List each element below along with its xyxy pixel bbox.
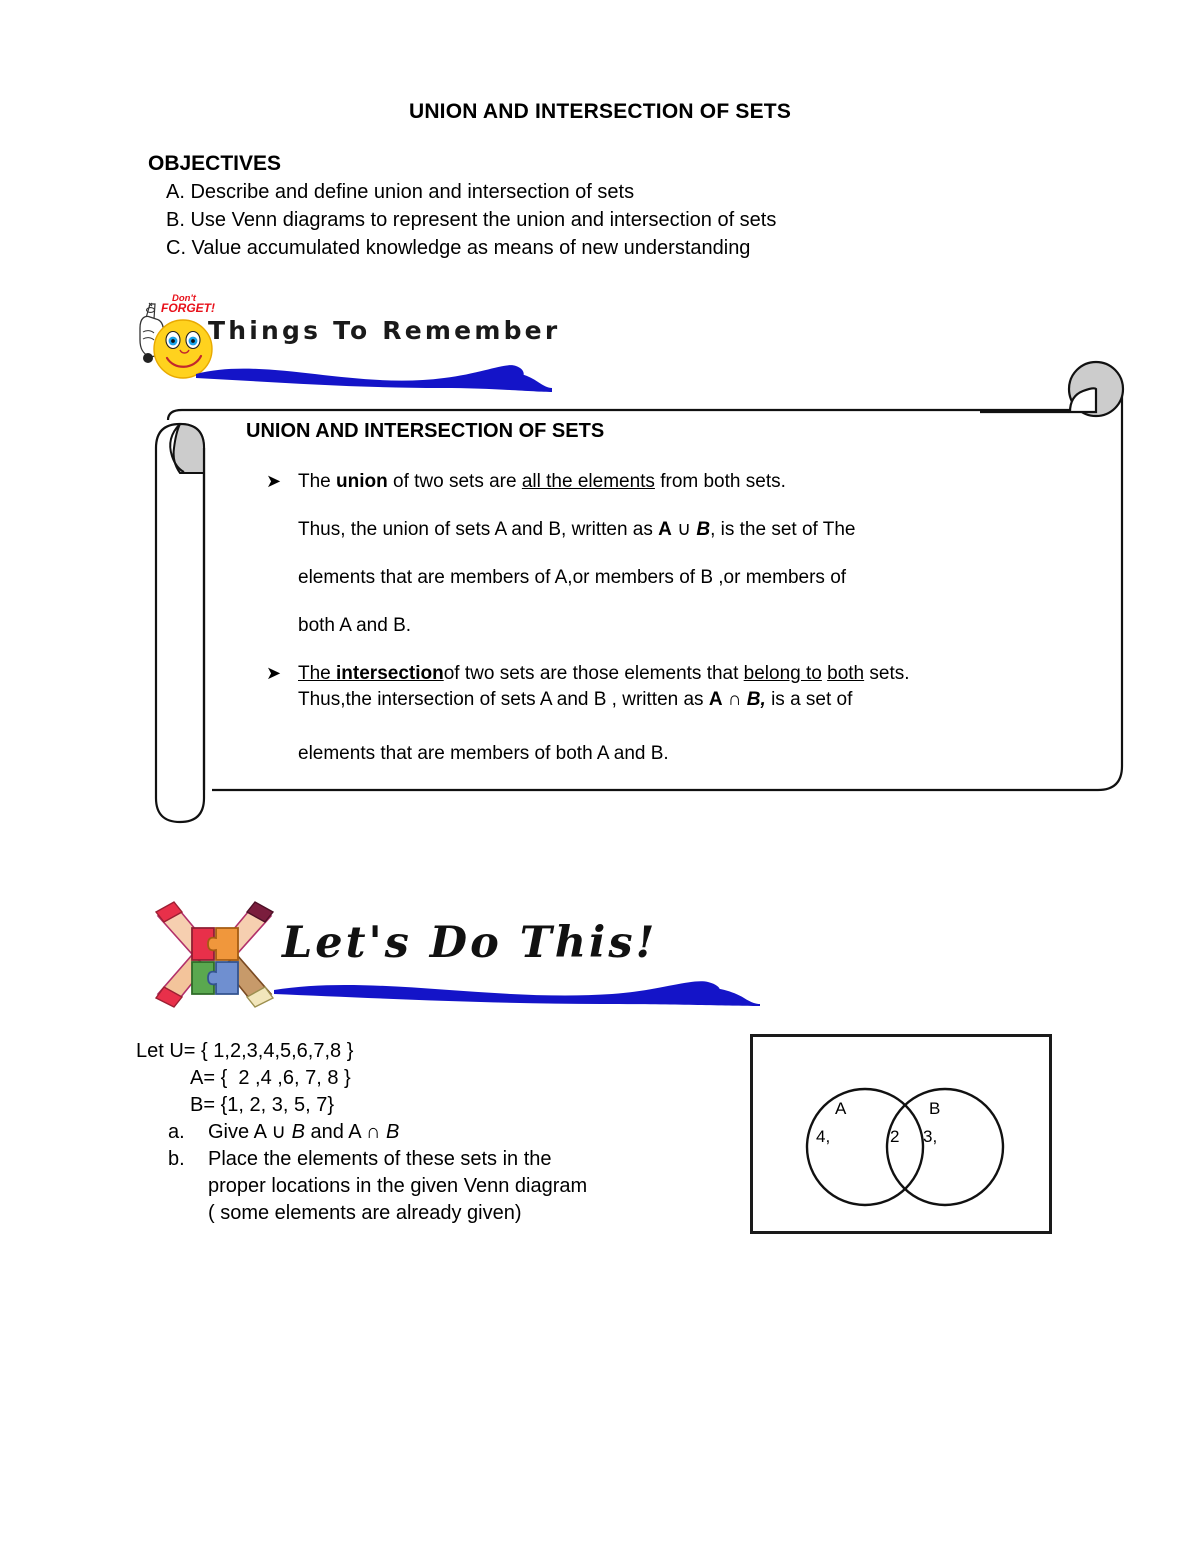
- union-line2-a-sym: A: [658, 519, 672, 540]
- item-a-text-b: B: [286, 1121, 305, 1143]
- svg-text:Don't: Don't: [172, 293, 196, 304]
- exercise-item-a-marker: a.: [168, 1121, 185, 1143]
- union-line2-a: Thus, the union of sets A and B, written as: [298, 519, 659, 540]
- things-to-remember-label: Things To Remember: [208, 316, 561, 345]
- item-a-text-a: Give A: [208, 1121, 272, 1143]
- inter-seg5: belong to: [743, 663, 822, 684]
- arrow-bullet-icon: ➤: [266, 471, 282, 492]
- venn-label-b: B: [929, 1099, 941, 1118]
- inter-seg8: sets.: [864, 663, 910, 684]
- union-seg1: The: [298, 471, 337, 492]
- objective-item-c: C. Value accumulated knowledge as means of new understanding: [166, 237, 751, 259]
- objectives-heading: OBJECTIVES: [148, 152, 282, 175]
- arrow-bullet-icon: ➤: [266, 663, 282, 684]
- objective-item-a: A. Describe and define union and intersection of sets: [166, 181, 635, 203]
- page-title: UNION AND INTERSECTION OF SETS: [408, 100, 792, 123]
- union-line3: elements that are members of A,or members of B ,or members of: [298, 567, 847, 588]
- blue-swoosh-underline-icon: [272, 960, 762, 1006]
- union-seg2: union: [336, 471, 388, 492]
- inter-line3-clipped: elements that are members of both A and B.: [298, 743, 669, 764]
- venn-circle-a: [807, 1089, 923, 1205]
- venn-element-a-only: 4,: [816, 1127, 831, 1146]
- four-hands-puzzle-pieces-icon: [152, 900, 277, 1008]
- inter-line2-op: ∩: [722, 689, 747, 710]
- svg-text:FORGET!: FORGET!: [161, 301, 215, 315]
- venn-label-a: A: [835, 1099, 847, 1118]
- item-a-text-d: B: [380, 1121, 400, 1143]
- inter-seg1: The: [298, 663, 337, 684]
- lets-do-this-banner: [152, 898, 772, 1018]
- venn-diagram-box: [750, 1034, 1052, 1234]
- union-line2-e: , is the set of The: [710, 519, 856, 540]
- inter-line2-e: is a set of: [765, 689, 853, 710]
- inter-line2-b-sym: B,: [746, 689, 766, 710]
- exercise-item-b-marker: b.: [168, 1148, 185, 1170]
- scroll-bullet-intersection: [238, 661, 1098, 687]
- inter-seg2: intersection: [336, 663, 444, 684]
- scroll-bullet-union: [238, 469, 1098, 495]
- inter-line2: [238, 687, 1098, 713]
- inter-seg4: of two sets are those elements that: [443, 663, 744, 684]
- union-seg5: from both sets.: [654, 471, 786, 492]
- union-line2-op: ∪: [671, 519, 697, 540]
- union-line4: both A and B.: [298, 615, 412, 636]
- universe-set-line: Let U= { 1,2,3,4,5,6,7,8 }: [136, 1040, 354, 1062]
- venn-element-b-only: 3,: [923, 1127, 938, 1146]
- item-a-intersect-symbol: ∩: [366, 1121, 381, 1143]
- venn-circles: [753, 1037, 1049, 1231]
- item-b-line3: ( some elements are already given): [208, 1202, 522, 1224]
- union-seg4: all the elements: [521, 471, 655, 492]
- union-line2: [238, 517, 1098, 543]
- scroll-parchment: [150, 358, 1160, 873]
- objective-item-b: B. Use Venn diagrams to represent the union and intersection of sets: [166, 209, 777, 231]
- lets-do-this-label: Let's Do This!: [282, 918, 658, 968]
- item-b-line2: proper locations in the given Venn diagram: [208, 1175, 588, 1197]
- set-b-line: B= {1, 2, 3, 5, 7}: [190, 1094, 335, 1116]
- item-a-union-symbol: ∪: [271, 1121, 287, 1143]
- venn-element-intersection: 2: [890, 1127, 900, 1146]
- venn-circle-b: [887, 1089, 1003, 1205]
- item-a-text-c: and A: [304, 1121, 367, 1143]
- set-a-line: A= { 2 ,4 ,6, 7, 8 }: [190, 1067, 351, 1089]
- objectives-section: [148, 150, 1048, 262]
- item-b-line1: Place the elements of these sets in the: [208, 1148, 552, 1170]
- union-line2-b-sym: B: [696, 519, 711, 540]
- inter-line2-a-sym: A: [708, 689, 723, 710]
- union-seg3: of two sets are: [387, 471, 522, 492]
- exercise-item-a: [136, 1119, 696, 1146]
- exercise-item-b: [136, 1146, 696, 1173]
- inter-line2-a: Thus,the intersection of sets A and B , written as: [298, 689, 709, 710]
- scroll-heading: UNION AND INTERSECTION OF SETS: [246, 420, 605, 442]
- exercise-section: [136, 1038, 696, 1227]
- inter-seg7: both: [827, 663, 865, 684]
- scroll-body: [238, 420, 1098, 852]
